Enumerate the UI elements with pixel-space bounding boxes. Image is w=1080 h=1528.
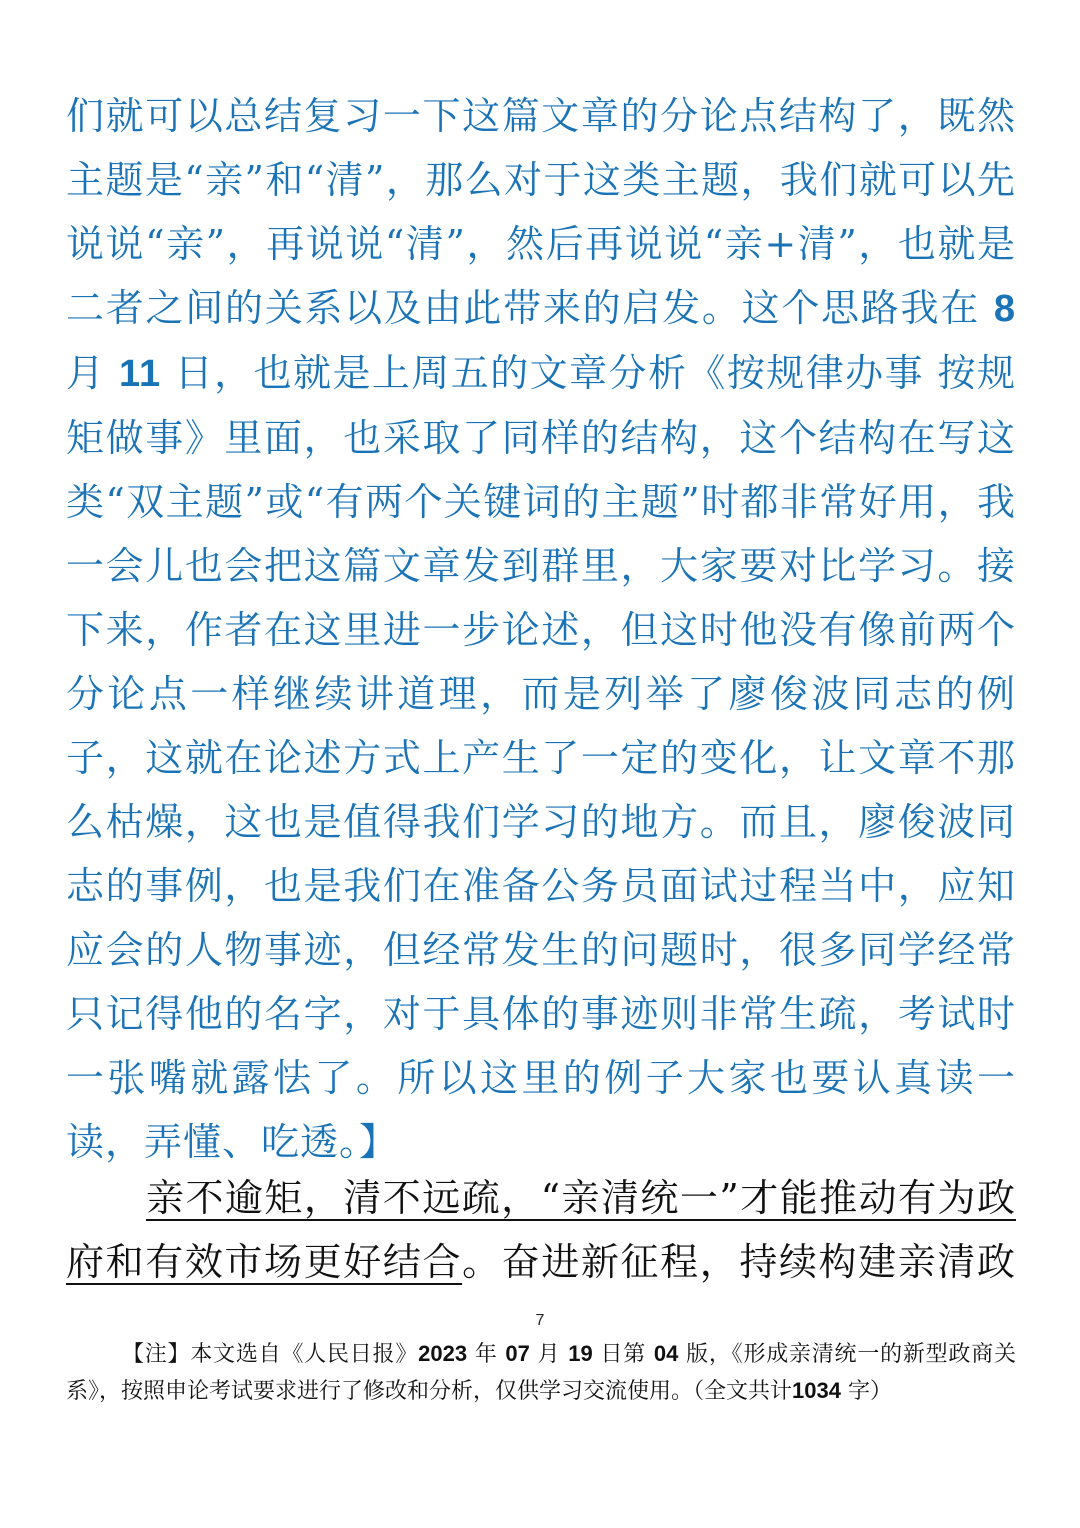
footnote-text-1: 【注】本文选自《人民日报》 — [122, 1342, 419, 1367]
analysis-number-8: 8 — [993, 288, 1016, 330]
footnote-edition: 04 — [653, 1341, 679, 1366]
analysis-text-2: 月 — [66, 351, 106, 395]
body-paragraph — [66, 1166, 1016, 1294]
underlined-sentence: 亲不逾矩，清不远疏，“亲清统一”才能推动有为政府和有效市场更好结合 — [66, 1176, 1016, 1284]
analysis-paragraph — [66, 84, 1016, 1174]
page-number: 7 — [535, 1312, 545, 1329]
footnote-year: 2023 — [418, 1341, 468, 1366]
footnote-month: 07 — [505, 1341, 530, 1366]
footnote-text-3: 月 — [537, 1342, 561, 1367]
footnote — [66, 1336, 1016, 1410]
body-text-rest: 。奋进新征程，持续构建亲清政 — [462, 1240, 1016, 1284]
analysis-number-11: 11 — [118, 353, 162, 395]
footnote-text-2: 年 — [474, 1342, 498, 1367]
footnote-text-6: 字） — [847, 1379, 892, 1404]
analysis-text-3: 日，也就是上周五的文章分析《按规律办事 按规矩做事》里面，也采取了同样的结构，这个结构在写这类“双主题”或“有两个关键词的主题”时都非常好用，我一会儿也会把这篇文章发到群里，大家要对比学习。接下来，作者在这里进一步论述，但这时他没有像前两个分论点一样继续讲道理，而是列举了廖俊波同志的例子，这就在论述方式上产生了一定的变化，让文章不那么枯燥，这也是值得我们学习的地方。而且，廖俊波同志的事例，也是我们在准备公务员面试过程当中，应知应会的人物事迹，但经常发生的问题时，很多同学经常只记得他的名字，对于具体的事迹则非常生疏，考试时一张嘴就露怯了。所以这里的例子大家也要认真读一读，弄懂、吃透。】 — [66, 351, 1016, 1164]
footnote-day: 19 — [568, 1341, 593, 1366]
footnote-word-count: 1034 — [792, 1378, 841, 1403]
analysis-text-1: 们就可以总结复习一下这篇文章的分论点结构了，既然主题是“亲”和“清”，那么对于这类主题，我们就可以先说说“亲”，再说说“清”，然后再说说“亲+清”，也就是二者之间的关系以及由此带来的启发。这个思路我在 — [66, 94, 1016, 330]
footnote-text-5: 版，《形成亲清统一的新型政商关系》，按照申论考试要求进行了修改和分析，仅供学习交流使用。（全文共计 — [66, 1342, 1016, 1404]
footnote-text-4: 日第 — [600, 1342, 647, 1367]
